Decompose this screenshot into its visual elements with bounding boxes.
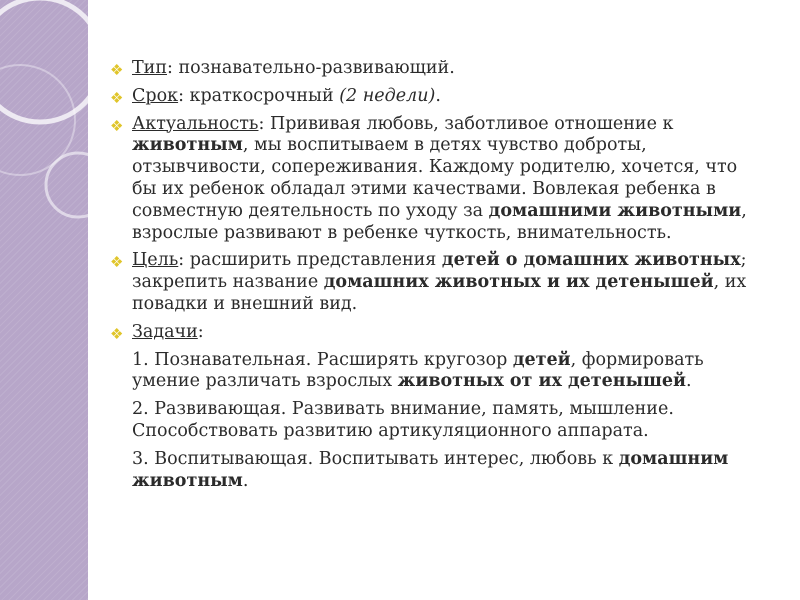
relevance-bold-2: домашними животными <box>488 200 742 221</box>
task3-text-1: 3. Воспитывающая. Воспитывать интерес, любовь к <box>132 448 619 469</box>
task2-text: 2. Развивающая. Развивать внимание, память, мышление. Способствовать развитию артикуляционного аппарата. <box>132 399 674 441</box>
list-item-type <box>108 58 758 80</box>
slide-content <box>108 58 758 498</box>
goal-bold-2: домашних животных и их детенышей <box>323 272 714 293</box>
sep: : <box>258 113 270 134</box>
goal-text-1: расширить представления <box>189 250 442 271</box>
relevance-text-2: , мы воспитываем в детях чувство доброты, отзывчивости, сопереживания. Каждому родителю, хочется, что бы их ребенок обладал этими качествами. Вовлекая ребенка в совместную деятельность по уходу за <box>132 135 738 221</box>
goal-bold-1: детей о домашних животных <box>441 250 741 271</box>
label-goal: Цель <box>132 250 179 271</box>
term-end: . <box>435 85 441 106</box>
bullet-icon: ❖ <box>110 116 124 135</box>
task1-text-3: . <box>686 371 692 392</box>
task-2 <box>108 399 758 443</box>
decorative-sidebar <box>0 0 88 600</box>
task-1 <box>108 350 758 394</box>
sep: : <box>197 321 204 342</box>
label-relevance: Актуальность <box>132 113 259 134</box>
list-item-relevance <box>108 114 758 245</box>
label-term: Срок <box>132 85 179 106</box>
bullet-icon: ❖ <box>110 61 124 79</box>
goal-text-2: ; закрепить название <box>132 250 747 293</box>
task3-text-2: . <box>242 470 249 491</box>
bullet-icon: ❖ <box>110 88 124 107</box>
relevance-text-1: Прививая любовь, заботливое отношение к <box>269 113 674 134</box>
circle-medium <box>46 153 88 217</box>
task-3 <box>108 449 758 493</box>
sep: : <box>178 85 190 106</box>
task1-bold-1: детей <box>512 349 571 370</box>
bullet-icon: ❖ <box>110 324 124 343</box>
relevance-text-3: , взрослые развивают в ребенке чуткость, внимательность. <box>132 200 747 243</box>
task1-bold-2: животных от их детенышей <box>397 371 687 392</box>
list-item-goal <box>108 250 758 315</box>
list-item-tasks <box>108 322 758 344</box>
bullet-icon: ❖ <box>110 253 124 272</box>
term-text: краткосрочный <box>189 85 340 106</box>
task3-bold-1: домашним животным <box>132 448 729 491</box>
relevance-bold-1: животным <box>132 135 243 156</box>
circles-decoration <box>0 0 88 600</box>
label-tasks: Задачи <box>132 321 198 342</box>
task1-text-2: , формировать умение различать взрослых <box>132 349 704 392</box>
goal-text-3: , их повадки и внешний вид. <box>132 272 747 314</box>
circle-large <box>0 0 88 122</box>
type-text: познавательно-развивающий. <box>178 58 455 78</box>
label-type: Тип <box>132 58 167 78</box>
term-italic: (2 недели) <box>339 85 436 106</box>
list-item-term <box>108 86 758 108</box>
task1-text-1: 1. Познавательная. Расширять кругозор <box>132 349 513 370</box>
sep: : <box>167 58 179 78</box>
sep: : <box>178 250 190 271</box>
